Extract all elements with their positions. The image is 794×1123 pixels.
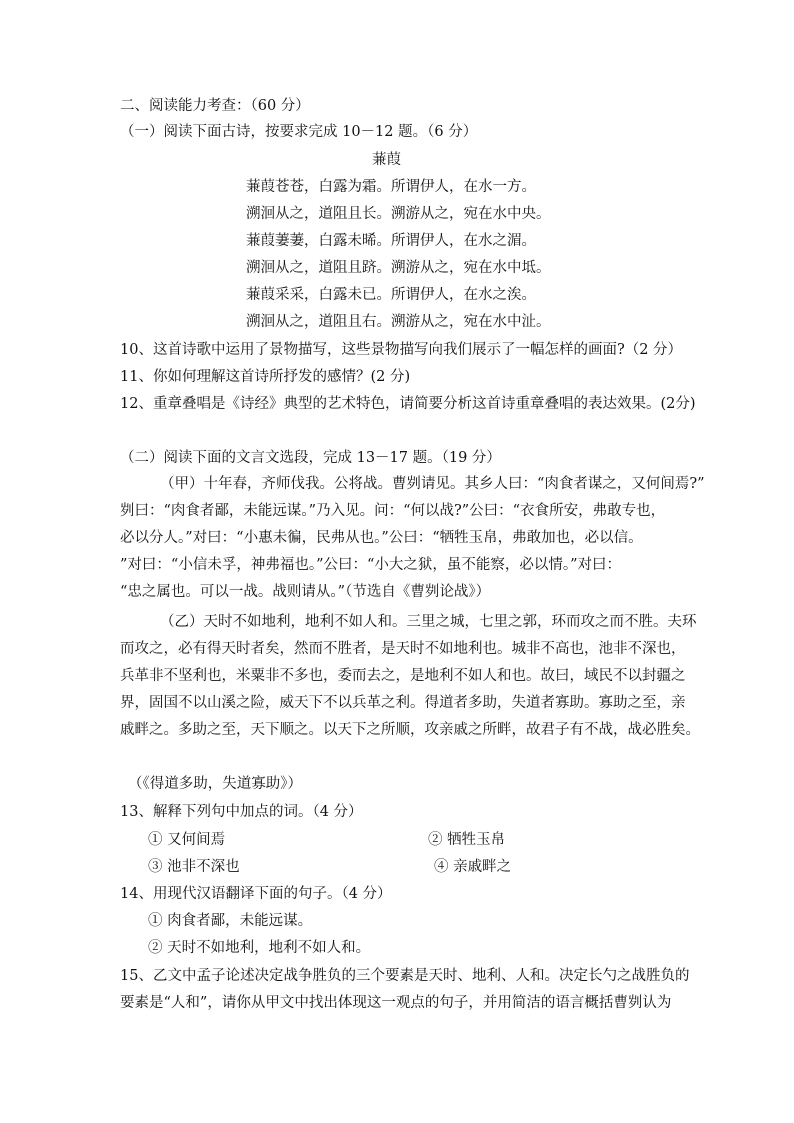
question-13-item: ① 又何间焉 <box>148 832 226 848</box>
section-heading: 二、阅读能力考查：（60 分） <box>120 98 310 114</box>
poem-line: 溯洄从之，道阻且跻。溯游从之，宛在水中坻。 <box>246 260 551 276</box>
poem-line: 溯洄从之，道阻且长。溯游从之，宛在水中央。 <box>246 206 551 222</box>
text-a-line: （甲）十年春，齐师伐我。公将战。曹刿请见。其乡人曰：“肉食者谋之，又何间焉?” <box>160 476 705 492</box>
poem-title: 蒹葭 <box>372 152 401 168</box>
poem-line: 蒹葭苍苍，白露为霜。所谓伊人，在水一方。 <box>246 179 536 195</box>
text-a-line: 刿曰：“肉食者鄙，未能远谋。”乃入见。问：“何以战?”公曰：“衣食所安，弗敢专也， <box>120 503 666 519</box>
question-13-item: ③ 池非不深也 <box>148 859 240 875</box>
text-b-line: 界，固国不以山溪之险，威天下不以兵革之利。得道者多助，失道者寡助。寡助之至，亲 <box>120 695 686 711</box>
poem-line: 蒹葭萋萋，白露未晞。所谓伊人，在水之湄。 <box>246 233 536 249</box>
question-13-stem: 13、解释下列句中加点的词。（4 分） <box>120 804 363 820</box>
question-12: 12、重章叠唱是《诗经》典型的艺术特色，请简要分析这首诗重章叠唱的表达效果。(2分) <box>120 396 696 412</box>
text-b-line: 而攻之，必有得天时者矣，然而不胜者，是天时不如地利也。城非不高也，池非不深也， <box>120 641 686 657</box>
poem-line: 蒹葭采采，白露未已。所谓伊人，在水之涘。 <box>246 287 536 303</box>
question-14-item: ① 肉食者鄙，未能远谋。 <box>148 913 313 929</box>
text-a-line: 必以分人。”对曰：“小惠未徧，民弗从也。”公曰：“牺牲玉帛，弗敢加也，必以信。 <box>120 530 643 546</box>
question-14-stem: 14、用现代汉语翻译下面的句子。（4 分） <box>120 886 392 902</box>
text-a-line: ”对曰：“小信未孚，神弗福也。”公曰：“小大之狱，虽不能察，必以情。”对曰： <box>120 557 622 573</box>
part2-heading: （二）阅读下面的文言文选段，完成 13－17 题。（19 分） <box>120 450 501 466</box>
question-15-line: 15、乙文中孟子论述决定战争胜负的三个要素是天时、地利、人和。决定长勺之战胜负的 <box>120 968 690 984</box>
source-b: （《得道多助，失道寡助》） <box>128 776 302 792</box>
question-11: 11、你如何理解这首诗所抒发的感情？(2 分) <box>120 369 411 385</box>
question-10: 10、这首诗歌中运用了景物描写，这些景物描写向我们展示了一幅怎样的画面?（2 分） <box>120 342 683 358</box>
question-14-item: ② 天时不如地利，地利不如人和。 <box>148 940 371 956</box>
poem-line: 溯洄从之，道阻且右。溯游从之，宛在水中沚。 <box>246 314 551 330</box>
text-b-line: 兵革非不坚利也，米粟非不多也，委而去之，是地利不如人和也。故曰，域民不以封疆之 <box>120 668 686 684</box>
text-b-line: （乙）天时不如地利，地利不如人和。三里之城，七里之郭，环而攻之而不胜。夫环 <box>160 614 697 630</box>
question-15-line: 要素是“人和”，请你从甲文中找出体现这一观点的句子，并用简洁的语言概括曹刿认为 <box>120 995 672 1011</box>
question-13-item: ② 牺牲玉帛 <box>428 832 506 848</box>
question-13-item: ④ 亲戚畔之 <box>434 859 512 875</box>
part1-heading: （一）阅读下面古诗，按要求完成 10－12 题。（6 分） <box>120 124 478 140</box>
text-a-line: “忠之属也。可以一战。战则请从。”（节选自《曹刿论战》） <box>120 584 491 600</box>
text-b-line: 戚畔之。多助之至，天下顺之。以天下之所顺，攻亲戚之所畔，故君子有不战，战必胜矣。 <box>120 722 700 738</box>
